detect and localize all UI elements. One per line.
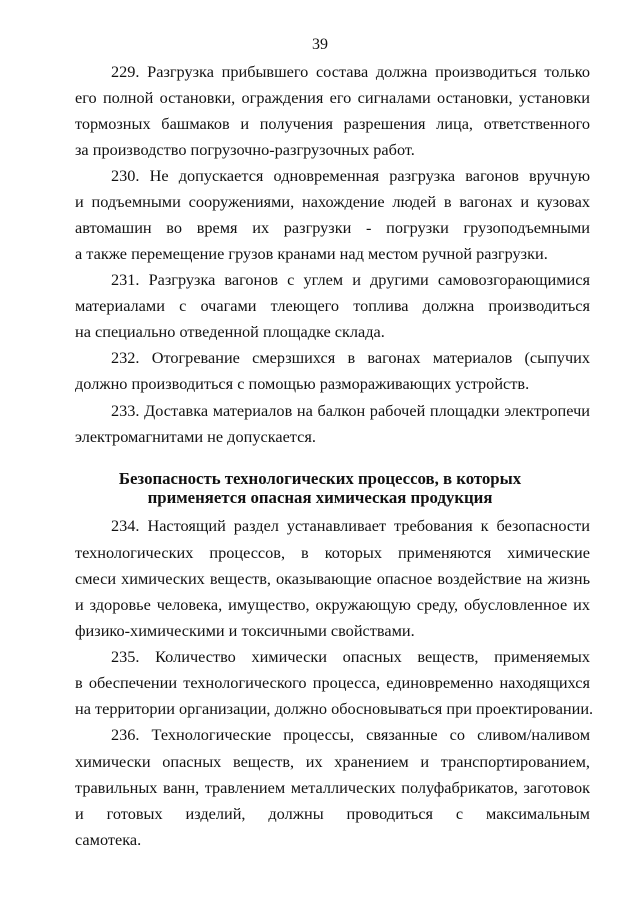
paragraph-234-line-3: смеси химических веществ, оказывающие опасное воздействие на жизнь — [75, 569, 590, 588]
paragraph-235-line-3: на территории организации, должно обосновываться при проектировании. — [75, 699, 594, 718]
paragraph-236-line-5: самотека. — [75, 830, 142, 849]
paragraph-233-line-2: электромагнитами не допускается. — [75, 427, 316, 446]
paragraph-232-line-2: должно производиться с помощью размораживающих устройств. — [75, 374, 530, 393]
section-heading-line-1: Безопасность технологических процессов, в которых — [118, 469, 522, 488]
paragraph-229-line-1: 229. Разгрузка прибывшего состава должна производиться только — [111, 62, 590, 81]
paragraph-230-line-1: 230. Не допускается одновременная разгрузка вагонов вручную — [111, 166, 590, 185]
paragraph-231-line-1: 231. Разгрузка вагонов с углем и другими самовозгорающимися — [111, 270, 590, 289]
paragraph-230-line-4: а также перемещение грузов кранами над местом ручной разгрузки. — [75, 244, 548, 263]
paragraph-230-line-3: автомашин во время их разгрузки - погрузки грузоподъемными — [75, 218, 590, 237]
paragraph-231-line-2: материалами с очагами тлеющего топлива должна производиться — [75, 296, 590, 315]
page-number: 39 — [312, 36, 328, 53]
paragraph-235-line-2: в обеспечении технологического процесса, единовременно находящихся — [75, 673, 590, 692]
paragraph-236-line-1: 236. Технологические процессы, связанные со сливом/наливом — [111, 725, 590, 744]
paragraph-236-line-2: химически опасных веществ, их хранением и транспортированием, — [75, 752, 590, 771]
paragraph-234-line-2: технологических процессов, в которых применяются химические — [75, 543, 590, 562]
paragraph-229-line-4: за производство погрузочно-разгрузочных работ. — [75, 140, 415, 159]
paragraph-233-line-1: 233. Доставка материалов на балкон рабочей площадки электропечи — [111, 401, 590, 420]
section-heading-line-2: применяется опасная химическая продукция — [147, 488, 493, 507]
paragraph-234-line-5: физико-химическими и токсичными свойствами. — [75, 621, 415, 640]
paragraph-234-line-4: и здоровье человека, имущество, окружающую среду, обусловленное их — [75, 595, 590, 614]
paragraph-230-line-2: и подъемными сооружениями, нахождение людей в вагонах и кузовах — [75, 192, 590, 211]
paragraph-231-line-3: на специально отведенной площадке склада. — [75, 322, 385, 341]
paragraph-229-line-2: его полной остановки, ограждения его сигналами остановки, установки — [75, 88, 590, 107]
paragraph-234-line-1: 234. Настоящий раздел устанавливает требования к безопасности — [111, 516, 590, 535]
paragraph-236-line-4: и готовых изделий, должны проводиться с максимальным — [75, 804, 590, 823]
paragraph-236-line-3: травильных ванн, травлением металлических полуфабрикатов, заготовок — [75, 778, 590, 797]
paragraph-235-line-1: 235. Количество химически опасных веществ, применяемых — [111, 647, 590, 666]
paragraph-229-line-3: тормозных башмаков и получения разрешения лица, ответственного — [75, 114, 590, 133]
paragraph-232-line-1: 232. Отогревание смерзшихся в вагонах материалов (сыпучих — [111, 348, 590, 367]
